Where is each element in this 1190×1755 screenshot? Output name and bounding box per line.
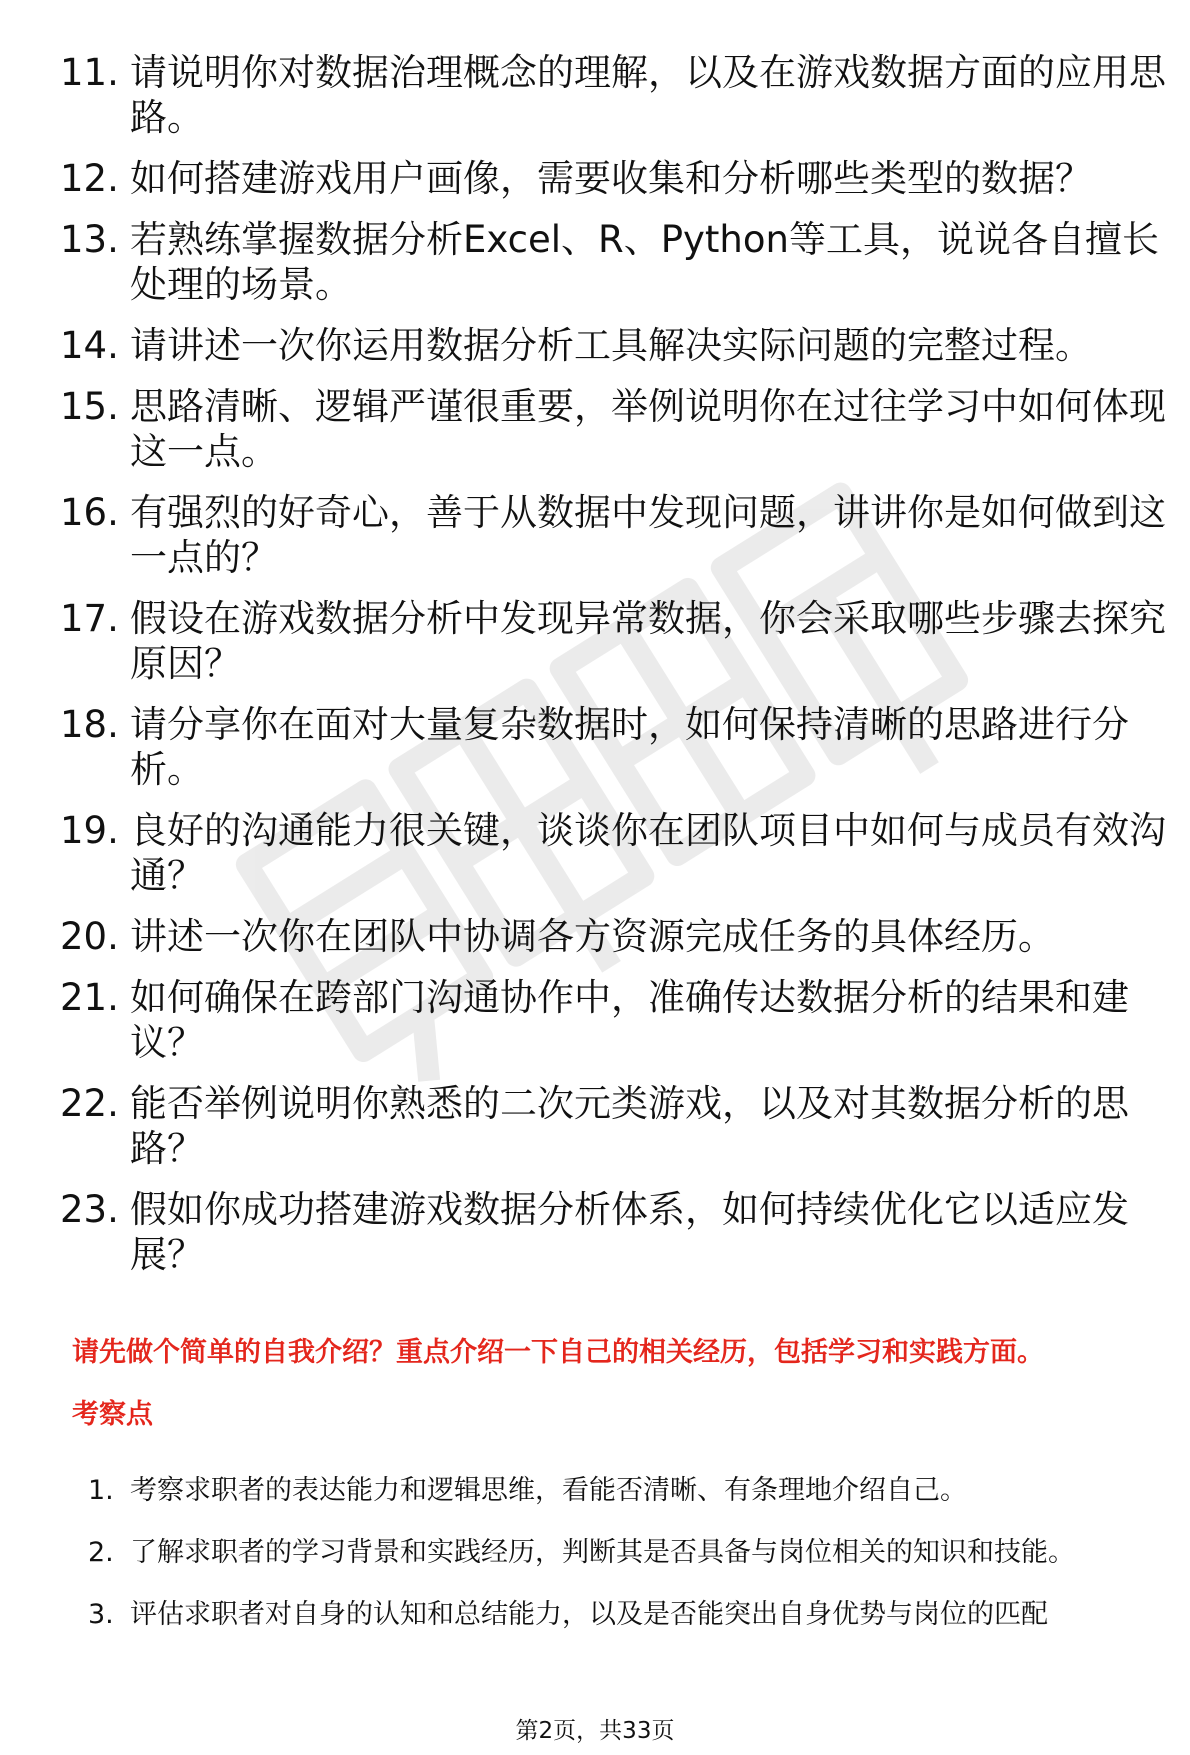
assessment-points-list [88,1460,1168,1646]
question-text: 假设在游戏数据分析中发现异常数据，你会采取哪些步骤去探究原因？ [130,597,1166,685]
question-text: 讲述一次你在团队中协调各方资源完成任务的具体经历。 [130,915,1055,958]
point-text: 了解求职者的学习背景和实践经历，判断其是否具备与岗位相关的知识和技能。 [130,1537,1075,1568]
question-number: 22. [60,1082,119,1125]
point-number: 2. [88,1537,114,1568]
question-number: 13. [60,218,119,261]
assessment-point [88,1522,1168,1584]
question-text: 请说明你对数据治理概念的理解，以及在游戏数据方面的应用思路。 [130,51,1166,139]
question-text: 如何确保在跨部门沟通协作中，准确传达数据分析的结果和建议？ [130,976,1129,1064]
question-item [60,490,1170,580]
question-text: 请讲述一次你运用数据分析工具解决实际问题的完整过程。 [130,324,1092,367]
question-text: 思路清晰、逻辑严谨很重要，举例说明你在过往学习中如何体现这一点。 [130,385,1166,473]
question-item [60,1187,1170,1277]
point-number: 3. [88,1599,114,1630]
assessment-point [88,1584,1168,1646]
question-item [60,975,1170,1065]
question-item [60,702,1170,792]
question-number: 16. [60,491,119,534]
question-text: 若熟练掌握数据分析Excel、R、Python等工具，说说各自擅长处理的场景。 [130,218,1159,306]
assessment-point [88,1460,1168,1522]
section-title: 考察点 [72,1399,153,1430]
point-text: 评估求职者对自身的认知和总结能力，以及是否能突出自身优势与岗位的匹配 [130,1599,1048,1630]
question-item [60,384,1170,474]
question-text: 良好的沟通能力很关键，谈谈你在团队项目中如何与成员有效沟通？ [130,809,1166,897]
question-item [60,323,1170,368]
question-item [60,914,1170,959]
question-number: 21. [60,976,119,1019]
question-number: 19. [60,809,119,852]
question-item [60,50,1170,140]
highlight-question: 请先做个简单的自我介绍？重点介绍一下自己的相关经历，包括学习和实践方面。 [72,1337,1044,1368]
question-list [60,50,1170,1293]
page-footer: 第2页，共33页 [515,1718,675,1744]
question-item [60,156,1170,201]
question-number: 15. [60,385,119,428]
question-text: 请分享你在面对大量复杂数据时，如何保持清晰的思路进行分析。 [130,703,1129,791]
question-text: 能否举例说明你熟悉的二次元类游戏，以及对其数据分析的思路？ [130,1082,1129,1170]
question-item [60,217,1170,307]
point-number: 1. [88,1475,114,1506]
question-item [60,596,1170,686]
question-item [60,1081,1170,1171]
question-text: 有强烈的好奇心，善于从数据中发现问题，讲讲你是如何做到这一点的？ [130,491,1166,579]
question-number: 11. [60,51,119,94]
question-number: 17. [60,597,119,640]
question-number: 14. [60,324,119,367]
question-text: 如何搭建游戏用户画像，需要收集和分析哪些类型的数据？ [130,157,1092,200]
point-text: 考察求职者的表达能力和逻辑思维，看能否清晰、有条理地介绍自己。 [130,1475,967,1506]
question-number: 20. [60,915,119,958]
question-number: 18. [60,703,119,746]
question-item [60,808,1170,898]
question-text: 假如你成功搭建游戏数据分析体系，如何持续优化它以适应发展？ [130,1188,1129,1276]
question-number: 12. [60,157,119,200]
question-number: 23. [60,1188,119,1231]
